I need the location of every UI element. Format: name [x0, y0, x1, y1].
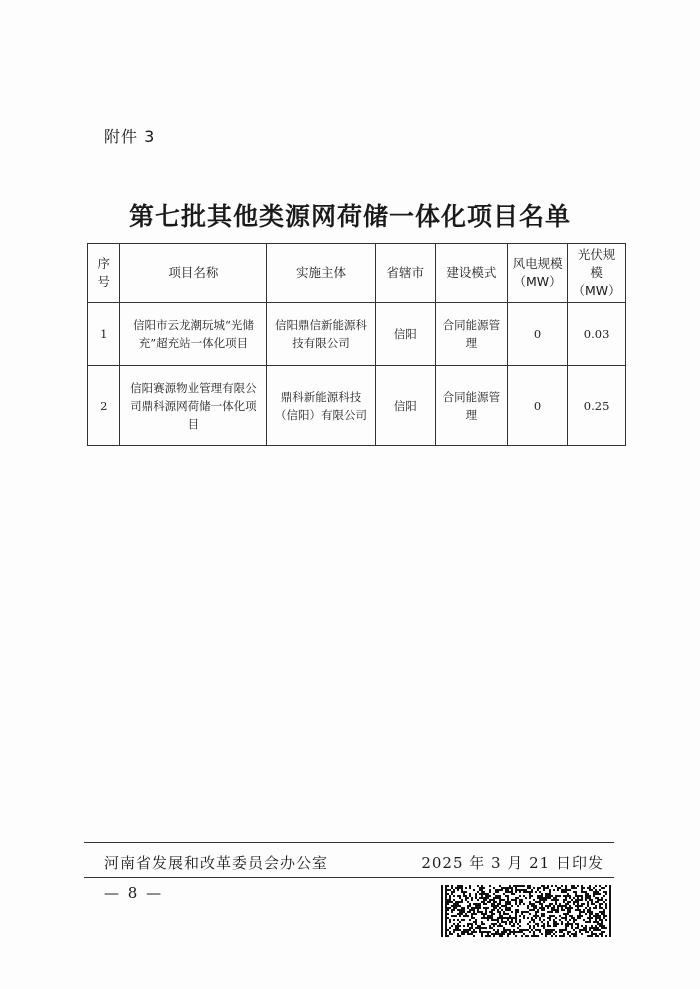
cell-mode: 合同能源管理 [435, 366, 507, 446]
cell-entity: 信阳鼎信新能源科技有限公司 [267, 303, 375, 366]
cell-mode: 合同能源管理 [435, 303, 507, 366]
header-wind-label: 风电规模 [512, 256, 563, 271]
table-header-row [88, 244, 626, 303]
header-wind-unit: （MW） [513, 274, 562, 289]
cell-wind: 0 [508, 303, 568, 366]
page-number: — 8 — [104, 884, 164, 902]
header-project-name: 项目名称 [120, 244, 267, 303]
cell-city: 信阳 [375, 303, 435, 366]
cell-wind: 0 [508, 366, 568, 446]
document-title: 第七批其他类源网荷储一体化项目名单 [128, 202, 571, 231]
project-list-table [87, 243, 626, 446]
cell-city: 信阳 [375, 366, 435, 446]
cell-project-name: 信阳市云龙潮玩城“光储充”超充站一体化项目 [120, 303, 267, 366]
header-solar-capacity [568, 244, 626, 303]
document-barcode-image [441, 885, 613, 937]
header-entity: 实施主体 [267, 244, 375, 303]
cell-seq: 2 [88, 366, 120, 446]
header-wind-capacity [508, 244, 568, 303]
footer-top-rule [84, 842, 614, 843]
header-city: 省辖市 [375, 244, 435, 303]
header-solar-label: 光伏规模 [577, 247, 616, 280]
cell-project-name: 信阳赛源物业管理有限公司鼎科源网荷储一体化项目 [120, 366, 267, 446]
header-solar-unit: （MW） [572, 283, 621, 298]
footer-issuer: 河南省发展和改革委员会办公室 [104, 854, 329, 872]
attachment-label: 附件 3 [104, 127, 156, 146]
header-seq: 序号 [88, 244, 120, 303]
footer-print-date: 2025 年 3 月 21 日印发 [421, 854, 604, 872]
table-row [88, 366, 626, 446]
cell-solar: 0.03 [568, 303, 626, 366]
cell-seq: 1 [88, 303, 120, 366]
footer-bottom-rule [84, 877, 614, 878]
header-mode: 建设模式 [435, 244, 507, 303]
cell-entity: 鼎科新能源科技（信阳）有限公司 [267, 366, 375, 446]
cell-solar: 0.25 [568, 366, 626, 446]
table-row [88, 303, 626, 366]
